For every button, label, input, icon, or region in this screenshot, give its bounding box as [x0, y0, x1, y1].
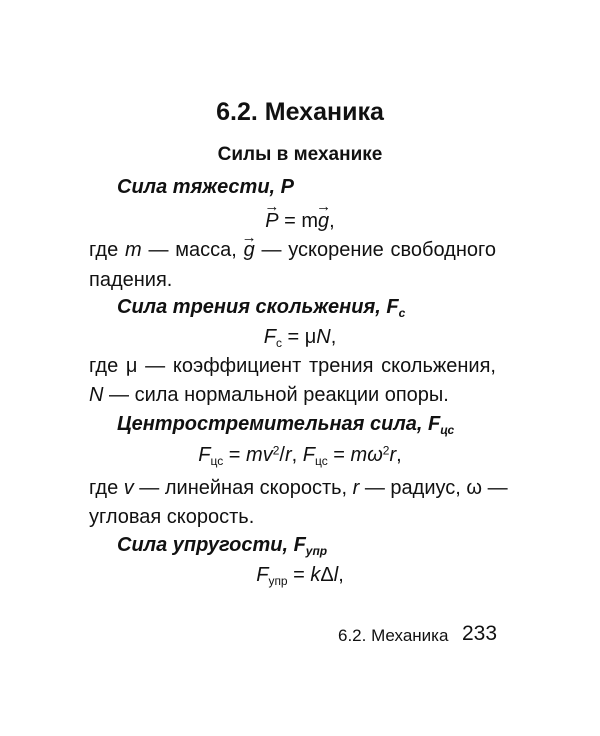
symbol-n: N [316, 326, 331, 348]
text-part: — масса, [141, 239, 244, 261]
formula-part: = μ [281, 326, 317, 348]
page-number: 233 [462, 622, 498, 645]
heading-text: Центростремительная сила, F [117, 413, 441, 435]
symbol-f: F [198, 444, 211, 466]
vector-g: → g [244, 236, 255, 264]
friction-heading [117, 296, 405, 319]
symbol-n: N [89, 384, 104, 406]
formula-part: = [287, 564, 311, 586]
text-part: где [89, 477, 124, 499]
formula-part: = m [278, 210, 319, 232]
symbol-r: r [352, 477, 360, 499]
formula-part: , [396, 444, 402, 466]
symbol-delta: Δ [320, 564, 334, 586]
text-part: — радиус, ω — [359, 477, 508, 499]
formula-part: , [338, 564, 344, 586]
text-part: — ускорение свободного [254, 239, 497, 261]
vector-p: → P [265, 210, 278, 233]
elastic-formula [0, 564, 600, 587]
heading-subscript: цс [440, 423, 455, 438]
formula-part: , [329, 210, 335, 232]
centripetal-formula [0, 444, 600, 467]
formula-part: = [327, 444, 351, 466]
symbol-f: F [302, 444, 315, 466]
gravity-description-line-2: падения. [89, 269, 173, 291]
subscript: цс [314, 454, 328, 469]
gravity-description-line-1 [89, 236, 496, 264]
symbol-mv: mv [246, 444, 273, 466]
centripetal-description-line-2: угловая скорость. [89, 506, 255, 528]
symbol-f: F [256, 564, 269, 586]
heading-text: Сила упругости, F [117, 534, 306, 556]
text-part: — линейная скорость, [133, 477, 353, 499]
symbol-k: k [310, 564, 321, 586]
gravity-formula [0, 210, 600, 233]
heading-subscript: с [398, 306, 406, 321]
text-part: — сила нормальной реакции опоры. [103, 384, 449, 406]
section-title: 6.2. Механика [216, 98, 384, 126]
subsection-title: Силы в механике [217, 144, 383, 165]
text-part: где [89, 239, 125, 261]
symbol-r: r [389, 444, 397, 466]
subscript: с [275, 336, 282, 351]
friction-formula [0, 326, 600, 349]
symbol-l: l [333, 564, 339, 586]
symbol-m: m [124, 239, 142, 261]
superscript: 2 [272, 443, 280, 458]
subscript: упр [268, 574, 288, 589]
running-title: 6.2. Механика [338, 626, 449, 645]
centripetal-heading [117, 413, 454, 436]
friction-description-line-2 [89, 381, 496, 409]
elastic-heading [117, 534, 327, 557]
symbol-r: r [284, 444, 292, 466]
formula-part: / [279, 444, 285, 466]
friction-description-line-1: где μ — коэффициент трения скольжения, [89, 355, 496, 377]
formula-part: , [291, 444, 303, 466]
subscript: цс [210, 454, 224, 469]
formula-part: , [330, 326, 337, 348]
centripetal-description-line-1 [89, 474, 508, 502]
symbol-v: v [123, 477, 134, 499]
symbol-f: F [263, 326, 276, 348]
heading-subscript: упр [305, 544, 328, 559]
gravity-heading: Сила тяжести, P [117, 176, 295, 198]
heading-text: Сила трения скольжения, F [117, 296, 399, 318]
symbol-mw: mω [350, 444, 383, 466]
superscript: 2 [382, 443, 390, 458]
vector-g: → g [318, 210, 329, 233]
formula-part: = [223, 444, 247, 466]
